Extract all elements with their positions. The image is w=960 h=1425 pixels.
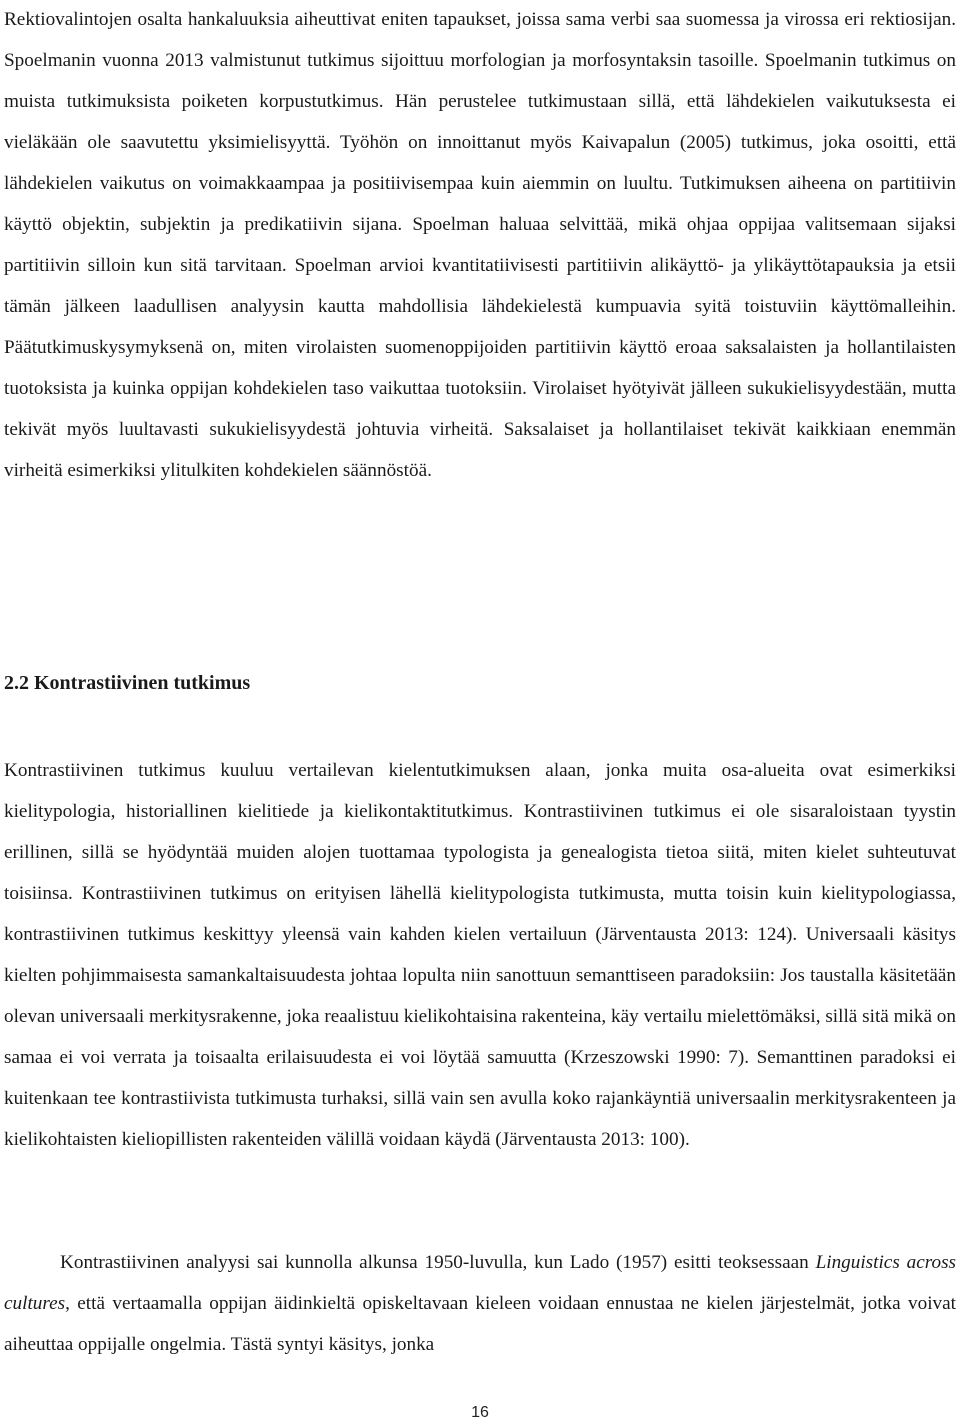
- paragraph-text: , että vertaamalla oppijan äidinkieltä opiskeltavaan kieleen voidaan ennustaa ne kielen järjestelmät, jotka voivat aiheuttaa oppijalle ongelmia. Tästä syntyi käsitys, jonka: [4, 1293, 956, 1355]
- page-number: 16: [471, 1404, 489, 1421]
- body-paragraph: Rektiovalintojen osalta hankaluuksia aiheuttivat eniten tapaukset, joissa sama verbi saa suomessa ja virossa eri rektiosijan. Spoelmanin vuonna 2013 valmistunut tutkimus sijoittuu morfologian ja morfosyntaksin tasoille. Spoelmanin tutkimus on muista tutkimuksista poiketen korpustutkimus. Hän perustelee tutkimustaan sillä, että lähdekielen vaikutuksesta ei vieläkään ole saavutettu yksimielisyyttä. Työhön on innoittanut myös Kaivapalun (2005) tutkimus, joka osoitti, että lähdekielen vaikutus on voimakkaampaa ja positiivisempaa kuin aiemmin on luultu. Tutkimuksen aiheena on partitiivin käyttö objektin, subjektin ja predikatiivin sijana. Spoelman haluaa selvittää, mikä ohjaa oppijaa valitsemaan sijaksi partitiivin silloin kun sitä tarvitaan. Spoelman arvioi kvantitatiivisesti partitiivin alikäyttö- ja ylikäyttötapauksia ja etsii tämän jälkeen laadullisen analyysin kautta mahdollisia lähdekielestä kumpuavia syitä toistuviin käyttömalleihin. Päätutkimuskysymyksenä on, miten virolaisten suomenoppijoiden partitiivin käyttö eroaa saksalaisten ja hollantilaisten tuotoksista ja kuinka oppijan kohdekielen taso vaikuttaa tuotoksiin. Virolaiset hyötyivät jälleen sukukielisyydestään, mutta tekivät myös luultavasti sukukielisyydestä johtuvia virheitä. Saksalaiset ja hollantilaiset tekivät kaikkiaan enemmän virheitä esimerkiksi ylitulkiten kohdekielen säännöstöä.: [4, 9, 956, 481]
- book-title: Linguistics across cultures: [4, 1252, 957, 1314]
- section-heading: 2.2 Kontrastiivinen tutkimus: [4, 672, 251, 694]
- body-paragraph: Kontrastiivinen tutkimus kuuluu vertailevan kielentutkimuksen alaan, jonka muita osa-alueita ovat esimerkiksi kielitypologia, historiallinen kielitiede ja kielikontaktitutkimus. Kontrastiivinen tutkimus ei ole sisaraloistaan tyystin erillinen, sillä se hyödyntää muiden alojen tuottamaa typologista ja genealogista tietoa siitä, miten kielet suhteutuvat toisiinsa. Kontrastiivinen tutkimus on erityisen lähellä kielitypologista tutkimusta, mutta toisin kuin kielitypologiassa, kontrastiivinen tutkimus keskittyy yleensä vain kahden kielen vertailuun (Järventausta 2013: 124). Universaali käsitys kielten pohjimmaisesta samankaltaisuudesta johtaa lopulta niin sanottuun semanttiseen paradoksiin: Jos taustalla käsitetään olevan universaali merkitysrakenne, joka reaalistuu kielikohtaisina rakenteina, käy vertailu mielettömäksi, sillä sitä mikä on samaa ei voi verrata ja toisaalta erilaisuudesta ei voi löytää samuutta (Krzeszowski 1990: 7). Semanttinen paradoksi ei kuitenkaan tee kontrastiivista tutkimusta turhaksi, sillä vain sen avulla koko rajankäyntiä universaalin merkitysrakenteen ja kielikohtaisten kieliopillisten rakenteiden välillä voidaan käydä (Järventausta 2013: 100).: [4, 760, 956, 1150]
- body-paragraph: [4, 1242, 956, 1365]
- document-page: [4, 0, 956, 1425]
- paragraph-text: Kontrastiivinen analyysi sai kunnolla alkunsa 1950-luvulla, kun Lado (1957) esitti teoksessaan: [60, 1252, 816, 1273]
